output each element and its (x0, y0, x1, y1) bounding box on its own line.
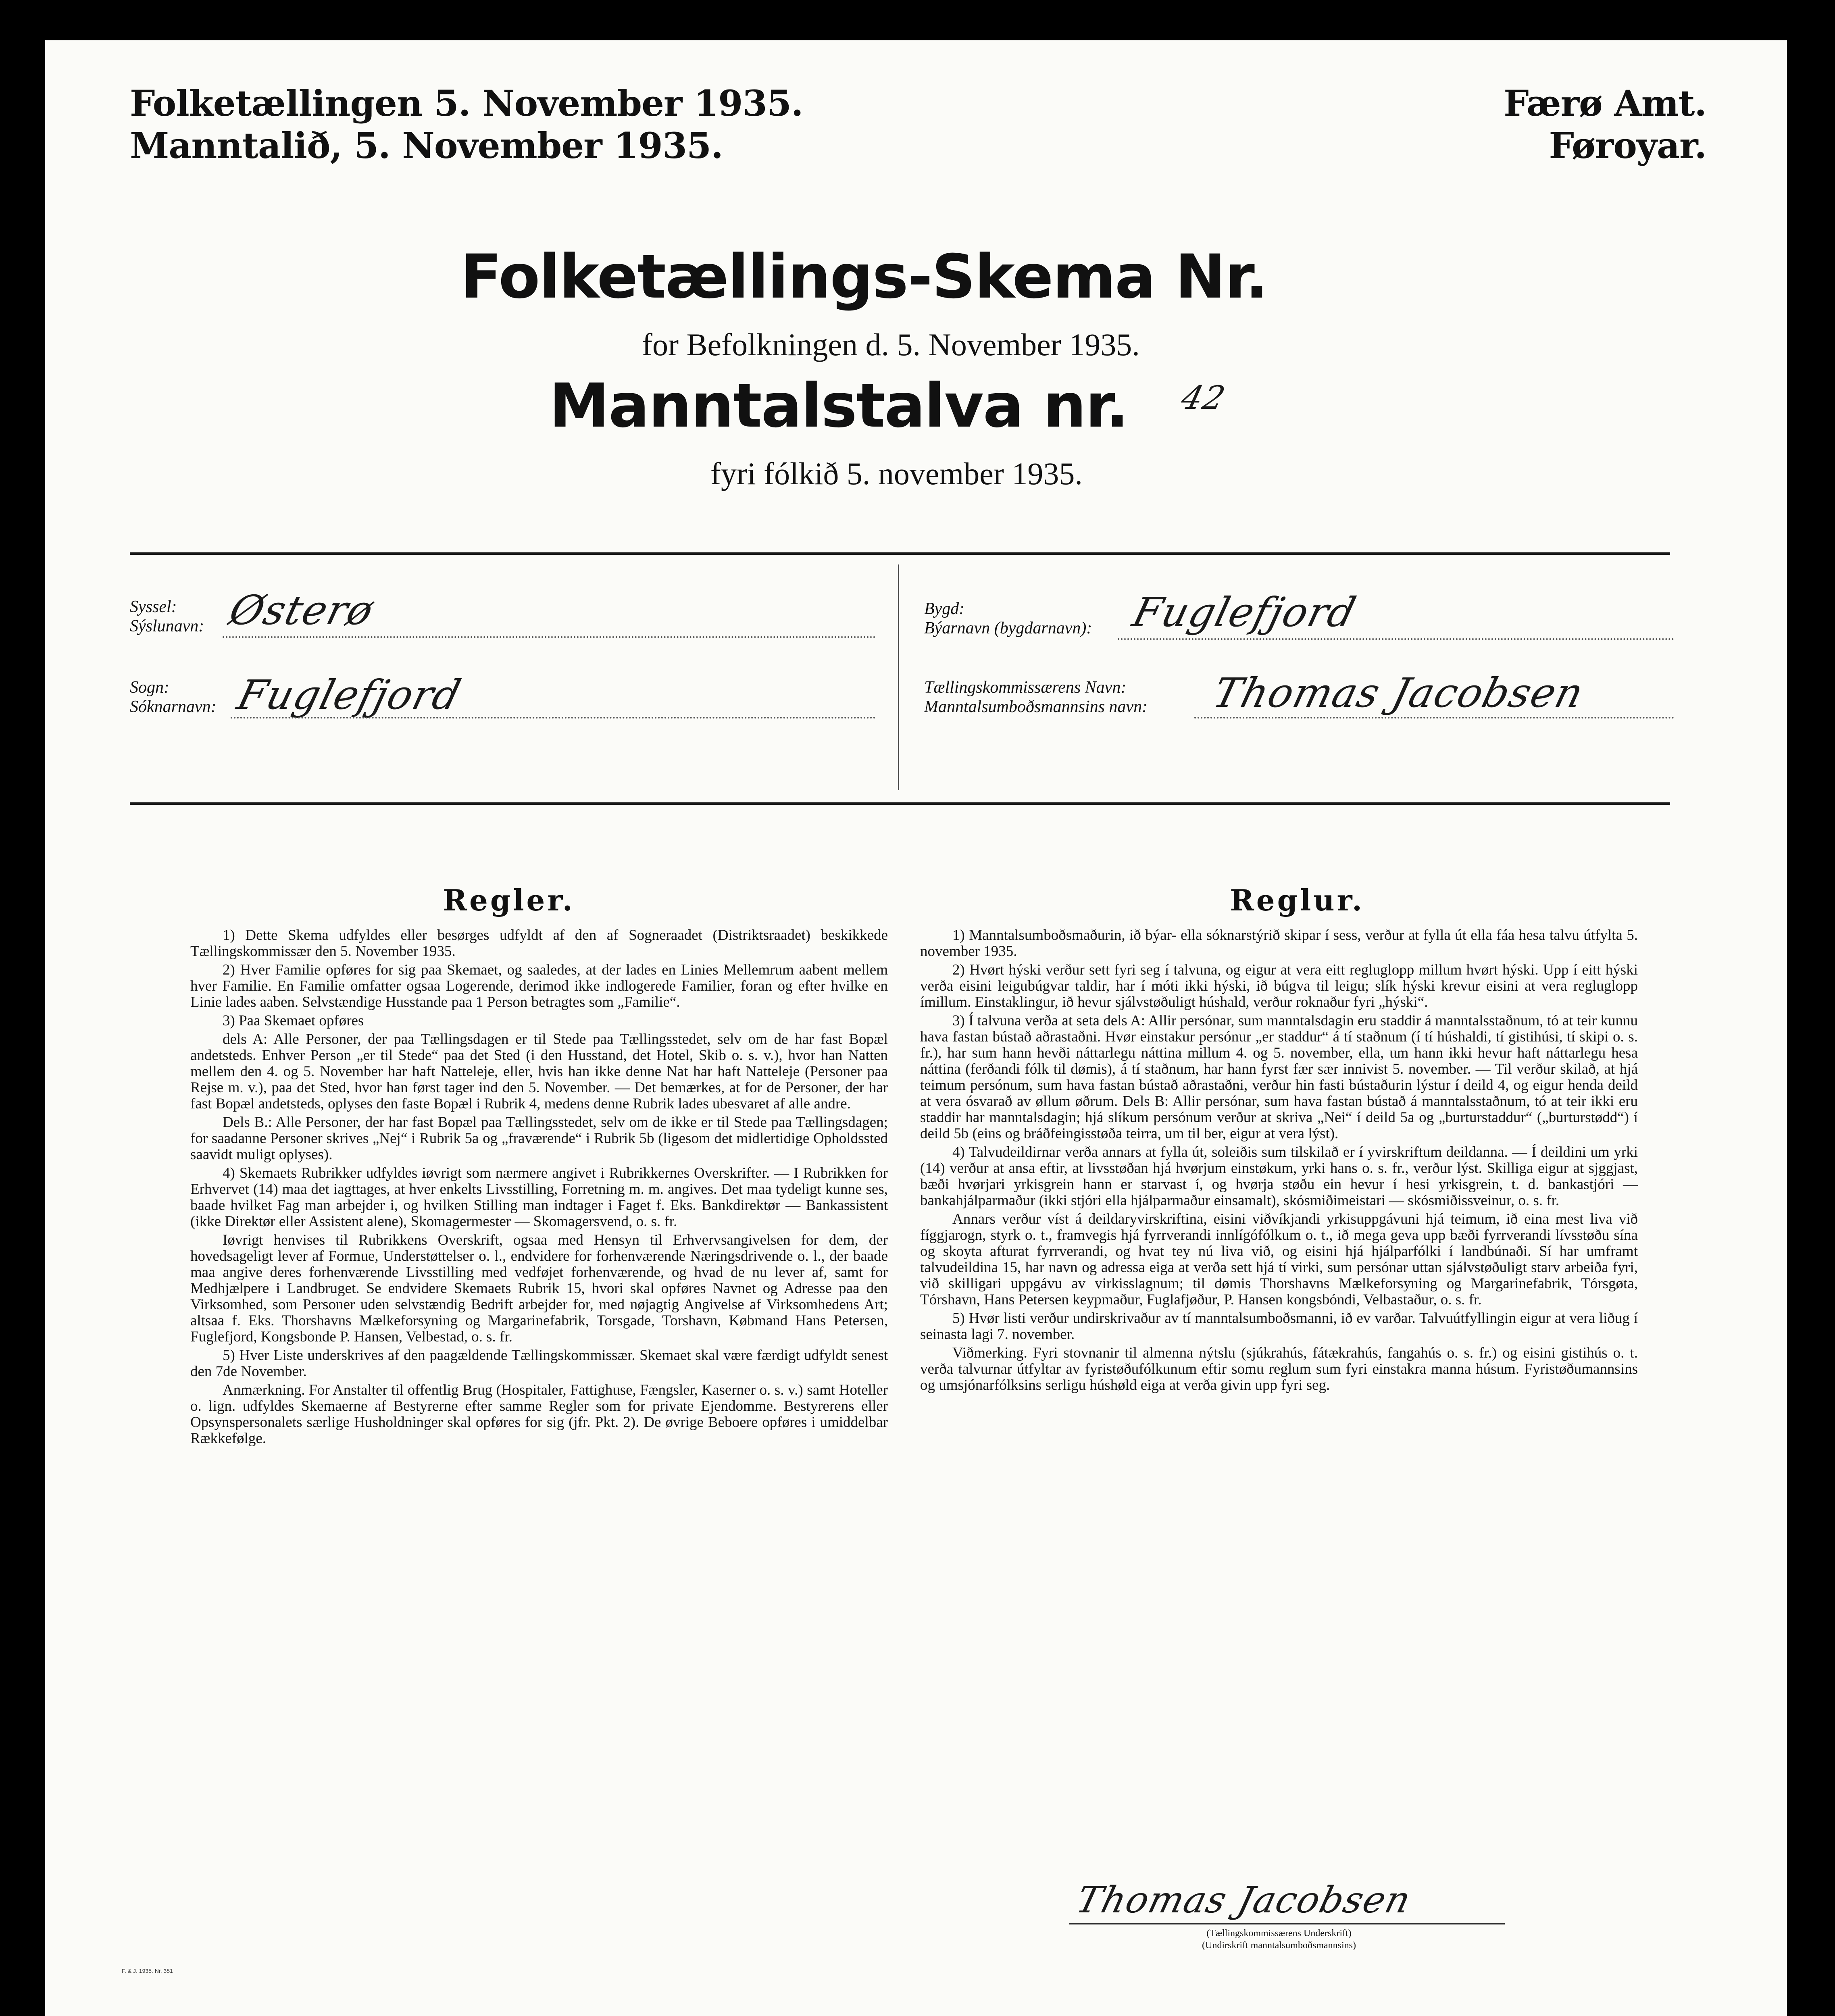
kommissaer-label: Tællingskommissærens Navn: (924, 678, 1127, 697)
signature-caption-faroese: (Undirskrift manntalsumboðsmannsins) (1202, 1940, 1356, 1951)
top-divider (130, 552, 1670, 555)
sogn-label: Sogn: (130, 678, 169, 697)
reglur-paragraph: Viðmerking. Fyri stovnanir til almenna nýtslu (sjúkrahús, fátækrahús, fangahús o. s. fr.) og eisini gistihús o. t. verða talvurnar útfyltar av fyristøðufólkunum eftir somu reglum sum fyri einstakra manna húsum. Fyristøðumannsins og umsjónarfólksins serligu húshøld eiga at verða givin upp fyri seg. (920, 1345, 1638, 1393)
header-left-danish: Folketællingen 5. November 1935. (130, 82, 803, 124)
umbodsmann-label: Manntalsumboðsmannsins navn: (924, 698, 1148, 716)
kommissaer-value: Thomas Jacobsen (1208, 669, 1589, 716)
signature-caption-danish: (Tællingskommissærens Underskrift) (1206, 1928, 1352, 1939)
form-subtitle-faroese: fyri fólkið 5. november 1935. (710, 456, 1083, 491)
reglur-paragraph: 5) Hvør listi verður undirskrivaður av tí manntalsumboðsmanni, ið ev varðar. Talvuútfyllingin eigur at vera liðug í seinasta lagi 7. november. (920, 1310, 1638, 1343)
reglur-paragraph: Annars verður víst á deildaryvirskriftina, eisini viðvíkjandi yrkisuppgávuni hjá teimum, ið eina mest liva við fíggjarogn, styrk o. t., framvegis hjá fyrrverandi innlígófólkum o. t., ið mega geva upp bæði fyrrverandi lívsstøðu sína og skoyta afturat fyrrverandi, og hvat tey nú liva við, og eisini hjá hjálparfólki í landbúnaði. Sí har umframt talvudeildina 15, har navn og adressa eiga at verða sett hjá tí virki, sum persónar uttan sjálvstøðuligt starv arbeiða fyri, við skilligari uppgávu av virkisslagnum; til dømis Thorshavns Mælkeforsyning og Margarinefabrik, Tórsgøta, Tórshavn, Hans Petersen keypmaður, Fuglafjøður, P. Hansen kongsbóndi, Velbastaður, o. s. fr. (920, 1211, 1638, 1308)
syssel-value: Østerø (225, 587, 379, 634)
reglur-heading: Reglur. (1229, 883, 1365, 917)
soknarnavn-label: Sóknarnavn: (130, 698, 217, 716)
byarnavn-label: Býarnavn (bygdarnavn): (924, 619, 1092, 637)
reglur-paragraph: 3) Í talvuna verða at seta dels A: Allir persónar, sum manntalsdagin eru staddir á manntalsstaðnum, tó at teir kunnu hava fastan bústað aðrastaðni. Hvør einstakur persónur „er staddur“ á tí staðnum (í tí húshaldi, tí gistihúsi, tí skipi o. s. fr.), har sum hann hevði náttarlegu náttina millum 4. og 5. november, ella, um hann ikki hevur haft náttarlegu hesa náttina (ferðandi fólk til dømis), á tí staðnum, har hann fyrst fær sær innivist 5. november. — Til verður skilað, at hjá teimum persónum, sum hava fastan bústað aðrastaðni, verður hin fasti bústaðurin lýstur í deild 4, og eigur henda deild at vera ósvarað av øllum øðrum. Dels B: Allir persónar, sum hava fastan bústað á manntalsstaðnum, tó at teir ikki eru staddir har manntalsdagin; hjá slíkum persónum verður at skriva „Nei“ í deild 5a og „burturstaddur“ („burturstødd“) í deild 5b (eins og bráðfeingisstøða teirra, um til ber, eigur at vera lýst). (920, 1012, 1638, 1142)
commissioner-signature: Thomas Jacobsen (1072, 1879, 1416, 1921)
regler-column (190, 927, 888, 1449)
census-form-page (45, 40, 1787, 2016)
bygd-label: Bygd: (924, 600, 965, 618)
form-title-faroese: Manntalstalva nr. (549, 371, 1128, 441)
regler-paragraph: Anmærkning. For Anstalter til offentlig Brug (Hospitaler, Fattighuse, Fængsler, Kaserner o. s. v.) samt Hoteller o. lign. udfyldes Skemaerne af Bestyrerne efter samme Regler som for private Ejendomme. Bestyrerens eller Opsynspersonalets særlige Husholdninger skal opføres for sig (jfr. Pkt. 2). De øvrige Beboere opføres i umiddelbar Rækkefølge. (190, 1382, 888, 1447)
syssel-label: Syssel: (130, 598, 177, 616)
bygd-dotline (1118, 638, 1674, 640)
regler-paragraph: Iøvrigt henvises til Rubrikkens Overskrift, ogsaa med Hensyn til Erhvervsangivelsen for dem, der hovedsageligt lever af Formue, Understøttelser o. l., endvidere for forhenværende Næringsdrivende o. l., der baade maa angive deres forhenværende Livsstilling med vedføjet forhenværende, og hvad de nu lever af, samt for Medhjælpere i Landbruget. Se endvidere Skemaets Rubrik 15, hvori skal opføres Navnet og Adresse paa den Virksomhed, som Personer uden selvstændig Bedrift arbejder for, med nøjagtig Angivelse af Virksomhedens Art; altsaa f. Eks. Thorshavns Mælkeforsyning og Margarinefabrik, Torsgade, Torshavn, Købmand Hans Petersen, Fuglefjord, Kongsbonde P. Hansen, Velbestad, o. s. fr. (190, 1232, 888, 1345)
printer-code: F. & J. 1935. Nr. 351 (122, 1968, 173, 1974)
regler-paragraph: Dels B.: Alle Personer, der har fast Bopæl paa Tællingsstedet, selv om de ikke er til Stede paa Tællingsdagen; for saadanne Personer skrives „Nej“ i Rubrik 5a og „fraværende“ i Rubrik 5b (ligesom det midlertidige Opholdssted saavidt muligt oplyses). (190, 1114, 888, 1163)
sogn-dotline (231, 717, 876, 719)
sogn-value: Fuglefjord (233, 671, 466, 719)
syslunavn-label: Sýslunavn: (130, 617, 204, 635)
form-subtitle-danish: for Befolkningen d. 5. November 1935. (642, 327, 1140, 362)
regler-paragraph: 3) Paa Skemaet opføres (223, 1012, 364, 1029)
regler-paragraph: 1) Dette Skema udfyldes eller besørges udfyldt af den af Sogneraadet (Distriktsraadet) beskikkede Tællingskommissær den 5. November 1935. (190, 927, 888, 960)
regler-heading: Regler. (443, 883, 575, 917)
field-column-divider (898, 564, 899, 790)
reglur-paragraph: 1) Manntalsumboðsmaðurin, ið býar- ella sóknarstýrið skipar í sess, verður at fylla út ella fáa hesa talvu útfylta 5. november 1935. (920, 927, 1638, 960)
header-right-danish: Færø Amt. (1504, 82, 1706, 124)
regler-paragraph: 2) Hver Familie opføres for sig paa Skemaet, og saaledes, at der lades en Linies Mellemrum aabent mellem hver Familie. En Familie omfatter ogsaa Logerende, derimod ikke indlogerede Familier, foran og efter hvilke en Linie lades aaben. Selvstændige Husstande paa 1 Person betragtes som „Familie“. (190, 962, 888, 1010)
regler-paragraph: 4) Skemaets Rubrikker udfyldes iøvrigt som nærmere angivet i Rubrikkernes Overskrifter. — I Rubrikken for Erhvervet (14) maa det iagttages, at hver enkelts Livsstilling, Forretning m. m. angives. Det maa tydeligt kunne ses, baade hvilket Fag man arbejder i, og hvilken Stilling man indtager i Faget f. Eks. Bankdirektør — Bankassistent (ikke Direktør eller Assistent alene), Skomagermester — Skomagersvend, o. s. fr. (190, 1165, 888, 1230)
header-left-faroese: Manntalið, 5. November 1935. (130, 125, 723, 167)
signature-line (1069, 1923, 1505, 1924)
bygd-value: Fuglefjord (1128, 589, 1361, 636)
header-right-faroese: Føroyar. (1549, 125, 1706, 167)
regler-paragraph: 5) Hver Liste underskrives af den paagældende Tællingskommissær. Skemaet skal være færdigt udfyldt senest den 7de November. (190, 1347, 888, 1380)
middle-divider (130, 802, 1670, 805)
reglur-paragraph: 4) Talvudeildirnar verða annars at fylla út, soleiðis sum tilskilað er í yvirskriftum deildanna. — Í deildini um yrki (14) verður at ansa eftir, at livsstøðan hjá hvørjum einstøkum, yrki hans o. s. fr., verður lýst. Skilliga eigur at sjggjast, bæði hvørjari yrkisgrein hann er starvast í, og hvørja støðu ein hevur í hesi yrkisgrein, t. d. bankastjóri — bankahjálparmaður (ikki stjóri ella hjálparmaður einsamalt), skósmiðimeistari — skósmiðissveinur, o. s. fr. (920, 1144, 1638, 1209)
form-number-handwritten: 42 (1177, 379, 1230, 417)
syssel-dotline (223, 636, 876, 638)
form-title-danish: Folketællings-Skema Nr. (460, 242, 1268, 312)
reglur-column (920, 927, 1638, 1396)
regler-paragraph: dels A: Alle Personer, der paa Tællingsdagen er til Stede paa Tællingsstedet, selv om de har fast Bopæl andetsteds. Enhver Person „er til Stede“ paa det Sted (i den Husstand, det Hotel, Skib o. s. v.), hvor han Natten mellem den 4. og 5. November har haft Natteleje, eller, hvis han ikke denne Nat har haft Natteleje (Personer paa Rejse m. v.), paa det Sted, hvor han først tager ind den 5. November. — Det bemærkes, at for de Personer, der har fast Bopæl andetsteds, oplyses den faste Bopæl i Rubrik 4, medens denne Rubrik lades ubesvaret af alle andre. (190, 1031, 888, 1112)
kommissaer-dotline (1194, 717, 1674, 719)
reglur-paragraph: 2) Hvørt hýski verður sett fyri seg í talvuna, og eigur at vera eitt regluglopp millum hvørt hýski. Upp í eitt hýski verða eisini leigubúgvar taldir, har í móti ikki hýski, ið búgva til leigu; slík hýski krevur eisini at vera regluglopp ímillum. Einstaklingur, ið hevur sjálvstøðuligt húshald, verður roknaður fyri „hýski“. (920, 962, 1638, 1010)
